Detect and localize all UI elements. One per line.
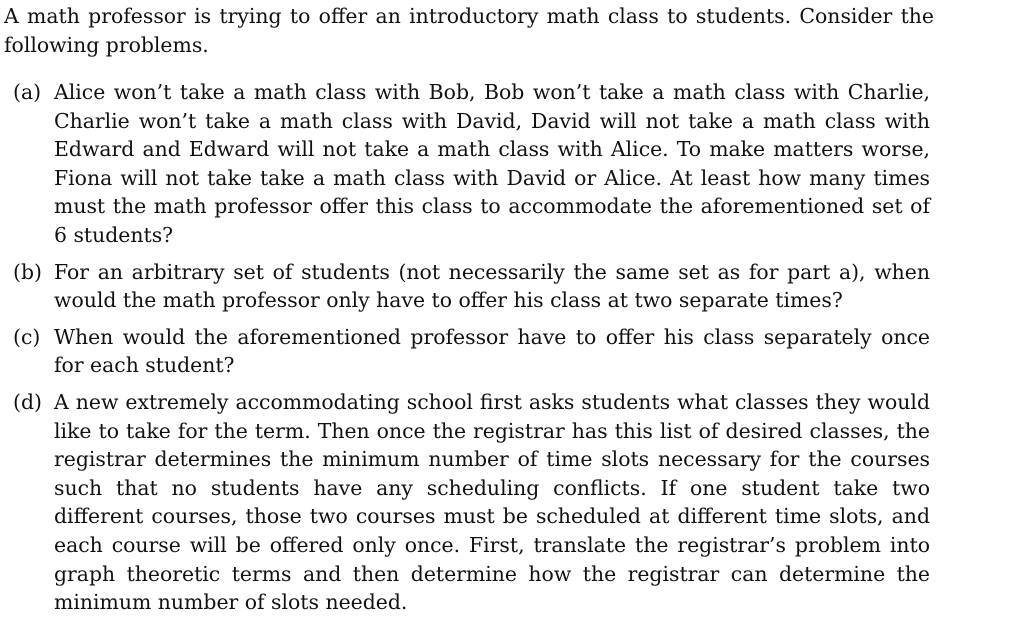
problem-c-label: (c) <box>13 324 41 349</box>
intro-paragraph: A math professor is trying to offer an introductory math class to students. Consider the following problems. <box>4 4 934 57</box>
problem-d <box>0 388 1024 617</box>
problem-d-label: (d) <box>13 389 42 414</box>
problem-c <box>0 323 1024 380</box>
problem-a-label: (a) <box>13 80 42 104</box>
problem-c-text: When would the aforementioned professor have to offer his class separately once for each student? <box>54 324 930 378</box>
problem-list <box>0 78 1024 617</box>
problem-a-text: Alice won’t take a math class with Bob, Bob won’t take a math class with Charlie, Charlie won’t take a math class with David, David will not take a math class with Edward and Edward will not take a math class with Alice. To make matters worse, Fiona will not take take a math class with David or Alice. At least how many times must the math professor offer this class to accommodate the aforementioned set of 6 students? <box>54 80 930 247</box>
problem-d-text: A new extremely accommodating school first asks students what classes they would like to take for the term. Then once the registrar has this list of desired classes, the registrar determines the minimum number of time slots necessary for the courses such that no students have any scheduling conflicts. If one student take two different courses, those two courses must be scheduled at different time slots, and each course will be offered only once. First, translate the registrar’s problem into graph theoretic terms and then determine how the registrar can determine the minimum number of slots needed. <box>54 389 930 615</box>
problem-b <box>0 258 1024 315</box>
problem-a <box>0 78 1024 250</box>
problem-b-text: For an arbitrary set of students (not necessarily the same set as for part a), when would the math professor only have to offer his class at two separate times? <box>54 259 930 313</box>
problem-b-label: (b) <box>13 259 42 284</box>
